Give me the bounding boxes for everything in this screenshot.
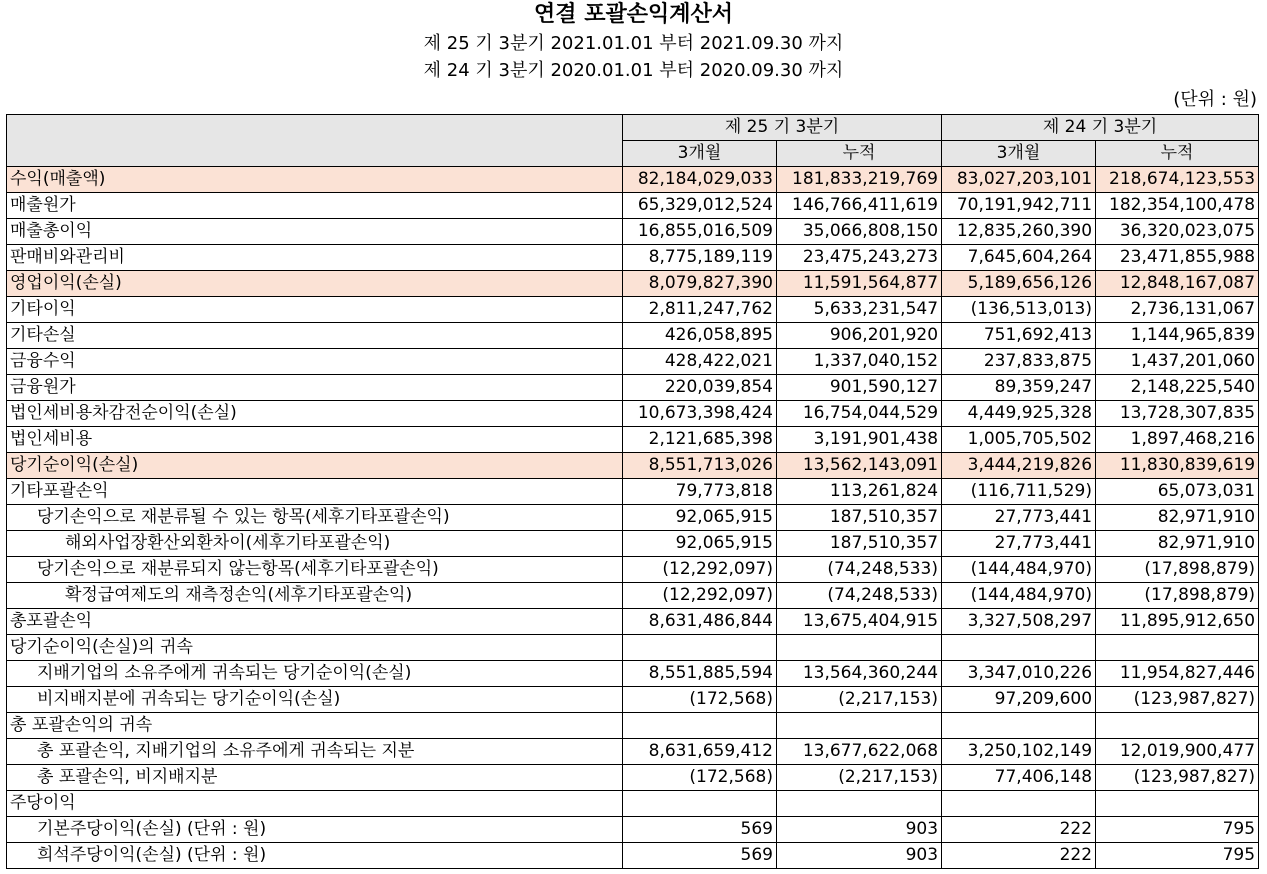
header-prior-3month: 3개월 xyxy=(942,141,1096,167)
prior-cumulative-value: 11,830,839,619 xyxy=(1096,453,1259,479)
prior-cumulative-value: 2,736,131,067 xyxy=(1096,297,1259,323)
row-label: 판매비와관리비 xyxy=(7,245,623,271)
current-cumulative-value: (74,248,533) xyxy=(777,557,942,583)
current-cumulative-value: 13,675,404,915 xyxy=(777,609,942,635)
period-prior: 제 24 기 3분기 2020.01.01 부터 2020.09.30 까지 xyxy=(423,60,844,81)
current-cumulative-value: 16,754,044,529 xyxy=(777,401,942,427)
prior-3month-value: (116,711,529) xyxy=(942,479,1096,505)
prior-3month-value: 27,773,441 xyxy=(942,531,1096,557)
row-label: 매출원가 xyxy=(7,193,623,219)
prior-3month-value: 222 xyxy=(942,843,1096,869)
row-label: 법인세비용차감전순이익(손실) xyxy=(7,401,623,427)
current-cumulative-value: 181,833,219,769 xyxy=(777,167,942,193)
prior-3month-value: 27,773,441 xyxy=(942,505,1096,531)
prior-3month-value: 5,189,656,126 xyxy=(942,271,1096,297)
prior-cumulative-value: 795 xyxy=(1096,843,1259,869)
prior-3month-value: 3,347,010,226 xyxy=(942,661,1096,687)
table-row xyxy=(7,739,1259,765)
prior-3month-value: 3,327,508,297 xyxy=(942,609,1096,635)
table-row xyxy=(7,479,1259,505)
current-3month-value xyxy=(623,791,777,817)
row-label: 총포괄손익 xyxy=(7,609,623,635)
current-cumulative-value: 13,562,143,091 xyxy=(777,453,942,479)
table-row xyxy=(7,635,1259,661)
current-3month-value: 8,631,659,412 xyxy=(623,739,777,765)
current-cumulative-value: 113,261,824 xyxy=(777,479,942,505)
table-row xyxy=(7,219,1259,245)
current-cumulative-value: 3,191,901,438 xyxy=(777,427,942,453)
current-3month-value: 92,065,915 xyxy=(623,505,777,531)
prior-cumulative-value xyxy=(1096,635,1259,661)
current-3month-value: 8,551,713,026 xyxy=(623,453,777,479)
unit-label: (단위 : 원) xyxy=(1173,89,1257,110)
current-cumulative-value: 5,633,231,547 xyxy=(777,297,942,323)
prior-cumulative-value: 65,073,031 xyxy=(1096,479,1259,505)
prior-cumulative-value xyxy=(1096,791,1259,817)
prior-3month-value: (136,513,013) xyxy=(942,297,1096,323)
prior-3month-value: 4,449,925,328 xyxy=(942,401,1096,427)
current-3month-value: 8,775,189,119 xyxy=(623,245,777,271)
prior-3month-value: 83,027,203,101 xyxy=(942,167,1096,193)
current-cumulative-value: 1,337,040,152 xyxy=(777,349,942,375)
prior-3month-value: 89,359,247 xyxy=(942,375,1096,401)
prior-cumulative-value: 1,897,468,216 xyxy=(1096,427,1259,453)
prior-3month-value: 12,835,260,390 xyxy=(942,219,1096,245)
current-cumulative-value xyxy=(777,791,942,817)
current-3month-value: 2,811,247,762 xyxy=(623,297,777,323)
current-3month-value: 569 xyxy=(623,817,777,843)
table-row xyxy=(7,193,1259,219)
current-3month-value: 79,773,818 xyxy=(623,479,777,505)
row-label: 영업이익(손실) xyxy=(7,271,623,297)
current-3month-value: 2,121,685,398 xyxy=(623,427,777,453)
current-cumulative-value: (2,217,153) xyxy=(777,765,942,791)
prior-3month-value: 3,444,219,826 xyxy=(942,453,1096,479)
current-3month-value xyxy=(623,635,777,661)
row-label: 지배기업의 소유주에게 귀속되는 당기순이익(손실) xyxy=(7,661,623,687)
row-label: 법인세비용 xyxy=(7,427,623,453)
prior-3month-value: 1,005,705,502 xyxy=(942,427,1096,453)
current-cumulative-value: 901,590,127 xyxy=(777,375,942,401)
table-row xyxy=(7,531,1259,557)
prior-cumulative-value: (17,898,879) xyxy=(1096,583,1259,609)
prior-cumulative-value: 218,674,123,553 xyxy=(1096,167,1259,193)
row-label: 당기순이익(손실) xyxy=(7,453,623,479)
current-cumulative-value: (74,248,533) xyxy=(777,583,942,609)
prior-3month-value: 222 xyxy=(942,817,1096,843)
current-cumulative-value: (2,217,153) xyxy=(777,687,942,713)
prior-cumulative-value: 82,971,910 xyxy=(1096,531,1259,557)
prior-cumulative-value: 795 xyxy=(1096,817,1259,843)
table-row xyxy=(7,375,1259,401)
row-label: 매출총이익 xyxy=(7,219,623,245)
current-3month-value: 82,184,029,033 xyxy=(623,167,777,193)
table-body xyxy=(7,167,1259,869)
table-row xyxy=(7,401,1259,427)
current-3month-value: (172,568) xyxy=(623,687,777,713)
current-cumulative-value: 13,564,360,244 xyxy=(777,661,942,687)
current-cumulative-value: 11,591,564,877 xyxy=(777,271,942,297)
current-3month-value: 10,673,398,424 xyxy=(623,401,777,427)
row-label: 총 포괄손익, 지배기업의 소유주에게 귀속되는 지분 xyxy=(7,739,623,765)
row-label: 주당이익 xyxy=(7,791,623,817)
header-current-3month: 3개월 xyxy=(623,141,777,167)
row-label: 기타포괄손익 xyxy=(7,479,623,505)
current-3month-value: (172,568) xyxy=(623,765,777,791)
current-3month-value: 8,631,486,844 xyxy=(623,609,777,635)
current-cumulative-value: 903 xyxy=(777,843,942,869)
row-label: 확정급여제도의 재측정손익(세후기타포괄손익) xyxy=(7,583,623,609)
current-cumulative-value xyxy=(777,713,942,739)
current-3month-value: 428,422,021 xyxy=(623,349,777,375)
prior-cumulative-value: 182,354,100,478 xyxy=(1096,193,1259,219)
prior-cumulative-value: 2,148,225,540 xyxy=(1096,375,1259,401)
prior-cumulative-value: (123,987,827) xyxy=(1096,765,1259,791)
header-blank-cell xyxy=(7,115,623,167)
current-3month-value: 8,551,885,594 xyxy=(623,661,777,687)
row-label: 기본주당이익(손실) (단위 : 원) xyxy=(7,817,623,843)
table-row xyxy=(7,843,1259,869)
header-current-period: 제 25 기 3분기 xyxy=(623,115,942,141)
prior-cumulative-value: 1,144,965,839 xyxy=(1096,323,1259,349)
table-row xyxy=(7,245,1259,271)
prior-cumulative-value xyxy=(1096,713,1259,739)
income-statement-table xyxy=(6,114,1259,869)
prior-3month-value: 237,833,875 xyxy=(942,349,1096,375)
table-row xyxy=(7,609,1259,635)
table-row xyxy=(7,687,1259,713)
prior-cumulative-value: (17,898,879) xyxy=(1096,557,1259,583)
prior-cumulative-value: 1,437,201,060 xyxy=(1096,349,1259,375)
prior-cumulative-value: 11,954,827,446 xyxy=(1096,661,1259,687)
table-row xyxy=(7,791,1259,817)
table-row xyxy=(7,271,1259,297)
current-cumulative-value: 35,066,808,150 xyxy=(777,219,942,245)
header-current-cumulative: 누적 xyxy=(777,141,942,167)
row-label: 당기순이익(손실)의 귀속 xyxy=(7,635,623,661)
table-row xyxy=(7,661,1259,687)
table-row xyxy=(7,167,1259,193)
table-row xyxy=(7,297,1259,323)
period-current: 제 25 기 3분기 2021.01.01 부터 2021.09.30 까지 xyxy=(423,33,844,54)
prior-cumulative-value: 36,320,023,075 xyxy=(1096,219,1259,245)
current-3month-value: 426,058,895 xyxy=(623,323,777,349)
prior-cumulative-value: (123,987,827) xyxy=(1096,687,1259,713)
prior-3month-value: 70,191,942,711 xyxy=(942,193,1096,219)
current-cumulative-value xyxy=(777,635,942,661)
table-row xyxy=(7,323,1259,349)
current-3month-value: (12,292,097) xyxy=(623,583,777,609)
row-label: 당기손익으로 재분류될 수 있는 항목(세후기타포괄손익) xyxy=(7,505,623,531)
table-row xyxy=(7,817,1259,843)
current-3month-value: (12,292,097) xyxy=(623,557,777,583)
prior-3month-value xyxy=(942,713,1096,739)
current-3month-value: 92,065,915 xyxy=(623,531,777,557)
row-label: 기타손실 xyxy=(7,323,623,349)
prior-3month-value: 77,406,148 xyxy=(942,765,1096,791)
row-label: 기타이익 xyxy=(7,297,623,323)
prior-3month-value: 751,692,413 xyxy=(942,323,1096,349)
prior-cumulative-value: 82,971,910 xyxy=(1096,505,1259,531)
current-cumulative-value: 146,766,411,619 xyxy=(777,193,942,219)
current-cumulative-value: 23,475,243,273 xyxy=(777,245,942,271)
current-3month-value: 569 xyxy=(623,843,777,869)
current-3month-value: 8,079,827,390 xyxy=(623,271,777,297)
header-prior-period: 제 24 기 3분기 xyxy=(942,115,1259,141)
row-label: 희석주당이익(손실) (단위 : 원) xyxy=(7,843,623,869)
prior-3month-value: 3,250,102,149 xyxy=(942,739,1096,765)
header-prior-cumulative: 누적 xyxy=(1096,141,1259,167)
current-cumulative-value: 187,510,357 xyxy=(777,531,942,557)
prior-cumulative-value: 12,848,167,087 xyxy=(1096,271,1259,297)
prior-cumulative-value: 11,895,912,650 xyxy=(1096,609,1259,635)
table-row xyxy=(7,349,1259,375)
prior-3month-value xyxy=(942,791,1096,817)
row-label: 총 포괄손익의 귀속 xyxy=(7,713,623,739)
table-row xyxy=(7,453,1259,479)
table-row xyxy=(7,713,1259,739)
prior-3month-value: (144,484,970) xyxy=(942,557,1096,583)
prior-3month-value: (144,484,970) xyxy=(942,583,1096,609)
current-cumulative-value: 187,510,357 xyxy=(777,505,942,531)
row-label: 총 포괄손익, 비지배지분 xyxy=(7,765,623,791)
current-cumulative-value: 906,201,920 xyxy=(777,323,942,349)
prior-cumulative-value: 23,471,855,988 xyxy=(1096,245,1259,271)
prior-3month-value: 7,645,604,264 xyxy=(942,245,1096,271)
table-row xyxy=(7,583,1259,609)
row-label: 비지배지분에 귀속되는 당기순이익(손실) xyxy=(7,687,623,713)
table-row xyxy=(7,557,1259,583)
prior-cumulative-value: 13,728,307,835 xyxy=(1096,401,1259,427)
row-label: 금융원가 xyxy=(7,375,623,401)
row-label: 수익(매출액) xyxy=(7,167,623,193)
prior-3month-value xyxy=(942,635,1096,661)
table-row xyxy=(7,765,1259,791)
prior-3month-value: 97,209,600 xyxy=(942,687,1096,713)
table-row xyxy=(7,427,1259,453)
statement-title: 연결 포괄손익계산서 xyxy=(534,2,733,27)
current-3month-value: 16,855,016,509 xyxy=(623,219,777,245)
prior-cumulative-value: 12,019,900,477 xyxy=(1096,739,1259,765)
table-row xyxy=(7,505,1259,531)
current-cumulative-value: 903 xyxy=(777,817,942,843)
row-label: 금융수익 xyxy=(7,349,623,375)
row-label: 당기손익으로 재분류되지 않는항목(세후기타포괄손익) xyxy=(7,557,623,583)
current-3month-value xyxy=(623,713,777,739)
current-cumulative-value: 13,677,622,068 xyxy=(777,739,942,765)
current-3month-value: 65,329,012,524 xyxy=(623,193,777,219)
row-label: 해외사업장환산외환차이(세후기타포괄손익) xyxy=(7,531,623,557)
current-3month-value: 220,039,854 xyxy=(623,375,777,401)
